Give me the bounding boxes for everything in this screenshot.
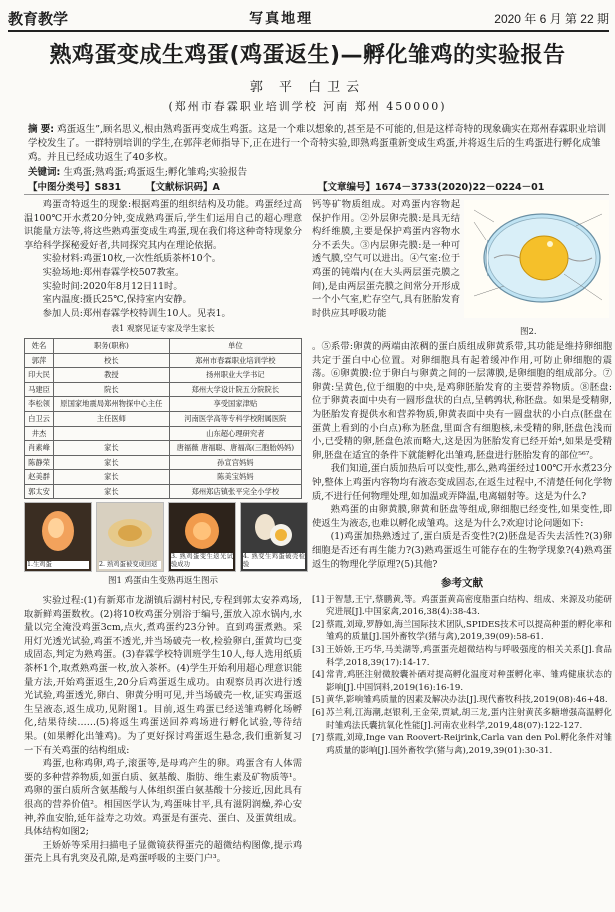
intro-paragraph: 鸡蛋奇特返生的现象:根据鸡蛋的组织结构及功能。鸡蛋经过高温100℃开水煮20分钟,变成熟鸡蛋后,学生们运用自己的超心理意识能量方法等,将这些熟鸡蛋变成生鸡蛋,现在我们将这种奇特现象分享给科学探秘爱好者,共同探究其内在理论依据。 bbox=[24, 199, 302, 251]
table-row bbox=[25, 470, 302, 485]
table-cell: 郭太安 bbox=[25, 484, 54, 499]
reference-item: [1] 于智慧,王宁,蔡鹏黄,等。鸡蛋蛋黄高密度脂蛋白结构、组成、来源及功能研究进展[J].中国家禽,2016,38(4):38-43. bbox=[312, 594, 612, 618]
egg-structure-diagram bbox=[464, 200, 609, 318]
photo-caption: 3. 熟鸡蛋变生返光试验成功 bbox=[171, 553, 233, 569]
participants-line: 参加人员:郑州春霖学校特训生10人。见表1。 bbox=[42, 307, 231, 319]
table-header-row bbox=[25, 338, 302, 353]
abstract-label: 摘 要: bbox=[28, 124, 55, 135]
reference-item: [6] 苏兰利,江海潮,赵银利,王金荣,贾斌,胡三龙,蛋内注射黄芪多糖增强高温孵化时雏鸡法氏囊抗氧化性能[J].河南农业科学,2019,48(07):122-127. bbox=[312, 708, 612, 731]
table-header: 姓名 bbox=[25, 338, 54, 353]
table-cell: 家长 bbox=[54, 484, 170, 499]
table-row bbox=[25, 353, 302, 368]
keywords-label: 关键词: bbox=[28, 167, 61, 178]
raw-egg-photo bbox=[24, 502, 92, 572]
table-row bbox=[25, 411, 302, 426]
reference-item: [3] 王娇娇,王巧华,马美湖等,鸡蛋蛋壳超微结构与呼吸强度的相关关系[J].食品科学,2018,39(17):14-17. bbox=[312, 645, 612, 668]
clc-code: 【中图分类号】S831 bbox=[28, 182, 122, 193]
table-header: 单位 bbox=[169, 338, 301, 353]
keywords bbox=[28, 164, 607, 178]
question-paragraph: 我们知道,蛋白质加热后可以变性,那么,熟鸡蛋经过100℃开水煮23分钟,整体上鸡蛋内容物均有液态变成固态,在返生过程中,不清楚任何化学物质,不进行任何物理处理,如加温或弄降温,电离辐射等。这是为什么? bbox=[312, 463, 612, 502]
affiliation: (郑州市春霖职业培训学校 河南 郑州 450000) bbox=[168, 100, 447, 113]
references-heading: 参考文献 bbox=[441, 577, 483, 590]
table-cell: 唐福薇 唐福聪、唐福高(三胞胎妈妈) bbox=[169, 441, 301, 456]
table-row bbox=[25, 368, 302, 383]
table-row bbox=[25, 382, 302, 397]
table-cell: 马建臣 bbox=[25, 382, 54, 397]
table-cell: 原国家地震局郑州物探中心主任 bbox=[54, 397, 170, 412]
right-top-text bbox=[312, 198, 460, 320]
right-column bbox=[312, 340, 612, 757]
returned-egg-photo bbox=[168, 502, 236, 572]
photo-caption: 1.生鸡蛋 bbox=[27, 561, 89, 569]
journal-name: 写真地理 bbox=[249, 11, 314, 27]
witness-table bbox=[24, 338, 302, 500]
table-cell: 享受国家津贴 bbox=[169, 397, 301, 412]
table-cell: 郑州郑店镇张平完全小学校 bbox=[169, 484, 301, 499]
reference-item: [2] 蔡霞,刘璋,罗静如,海兰国际技术团队,SPIDES技术可以提高种蛋的孵化率和雏鸡的质量[J].国外畜牧学(猪与禽),2019,39(09):58-61. bbox=[312, 619, 612, 643]
table-cell: 山东超心理研究者 bbox=[169, 426, 301, 441]
table-cell: 家长 bbox=[54, 470, 170, 485]
left-column bbox=[24, 198, 305, 866]
article-title: 熟鸡蛋变成生鸡蛋(鸡蛋返生)—孵化雏鸡的实验报告 bbox=[49, 43, 566, 68]
temperature-line: 室内温度:摄氏25℃,保持室内安静。 bbox=[42, 294, 192, 306]
table-caption: 表1 观察见证专家及学生家长 bbox=[111, 324, 215, 334]
figure2-caption: 图2. bbox=[520, 327, 537, 337]
reference-item: [4] 常青,鸡胚注射微胶囊补硒对提高孵化温度对种蛋孵化率、雏鸡健康状态的影响[J].中国饲料,2019(16):16-19. bbox=[312, 670, 612, 693]
abstract bbox=[28, 123, 607, 165]
eggshell-paragraph: 王娇娇等采用扫描电子显微镜获得蛋壳的超微结构图像,提示鸡蛋壳上具有乳突及孔隙,是鸡蛋呼吸的主要门户³。 bbox=[24, 839, 302, 865]
abstract-text: 鸡蛋返生”,顾名思义,根由熟鸡蛋再变成生鸡蛋。这是一个难以想象的,甚至是不可能的,但是这样奇特的现象确实在郑州春霖职业培训学校发生了。一群特别培训的学生,在郭萍老师指导下,正在进行一个奇特实验,即熟鸡蛋重新变成生鸡蛋,并将返生后的生鸡蛋进行孵化成雏鸡。并且已经成功返生了40多枚。 bbox=[28, 124, 607, 163]
table-row bbox=[25, 441, 302, 456]
table-cell bbox=[54, 426, 170, 441]
egg-photo-strip bbox=[24, 502, 305, 572]
table-cell: 家长 bbox=[54, 455, 170, 470]
table-cell: 赵美群 bbox=[25, 470, 54, 485]
site-line: 实验场地:郑州春霖学校507教室。 bbox=[42, 266, 185, 278]
table-cell: 扬州职业大学书记 bbox=[169, 368, 301, 383]
table-header: 职务(职称) bbox=[54, 338, 170, 353]
issue-info: 2020 年 6 月 第 22 期 bbox=[494, 11, 609, 26]
table-cell: 河南医学高等专科学校附属医院 bbox=[169, 411, 301, 426]
reference-item: [7] 蔡霞,刘璋,Inge van Roovert-Reijrink,Carla van den Pol.孵化条件对雏鸡质量的影响[J].国外畜牧学(猪与禽),2019,39(01):30-31. bbox=[312, 733, 613, 756]
table-row bbox=[25, 455, 302, 470]
doc-code: 【文献标识码】A bbox=[146, 182, 220, 193]
divider bbox=[24, 194, 609, 195]
authors: 郭 平 白卫云 bbox=[249, 80, 366, 95]
process-paragraph: 实验过程:(1)有新郑市龙湖镇后湖村村民,专程到郭太安养鸡场,取新鲜鸡蛋数枚。(2)将10枚鸡蛋分别浴于编号,蛋放入凉水锅内,水量以完全淹没鸡蛋3cm,点火,煮鸡蛋约23分钟。直到鸡蛋煮熟。采用灯光透光试验,鸡蛋不透光,并当场破壳一枚,检验卵白,蛋黄均已变成固态,判定为熟鸡蛋。(3)春霖学校特训班学生10人,每人选用纸质茶杯1个,取煮熟鸡蛋一枚,放入茶杯。(4)学生开始利用超心理意识能量方法,开始鸡蛋返生,20分后鸡蛋返生成功。由观察员再次进行透光试验,鸡蛋透光,卵白、卵黄分明可见,并当场破壳一枚,证实鸡蛋返生呈液态,返生成功,见附图1。目前,返生鸡蛋已经送雏鸡孵化场孵化,结果待续……(5)将返生鸡蛋送回养鸡场进行孵化试验,等待结果。(如果孵化出雏鸡)。为了更好探讨鸡蛋返生悬念,我们重新复习一下有关鸡蛋的结构组成: bbox=[24, 595, 302, 756]
table-cell: 校长 bbox=[54, 353, 170, 368]
photo-caption: 4. 熟变生鸡蛋破壳检验 bbox=[243, 553, 305, 569]
egg-composition-paragraph: 鸡蛋,也称鸡卵,鸡子,滚蛋等,是母鸡产生的卵。鸡蛋含有人体需要的多种营养物质,如蛋白质、氨基酸、脂肪、维生素及矿物质等¹。鸡卵的蛋白质所含氨基酸与人体组织蛋白氨基酸十分接近,因此具有很高的营养价值²。相国医学认为,鸡蛋味甘平,具有滋阴润燥,养心安神,养血安胎,延年益寿之功效。鸡蛋是有蛋壳、蛋白、及蛋黄组成。具体结构如图2; bbox=[24, 758, 302, 838]
table-row bbox=[25, 397, 302, 412]
keywords-text: 生鸡蛋;熟鸡蛋;鸡蛋返生;孵化雏鸡;实验报告 bbox=[63, 167, 248, 178]
discussion-paragraph: 熟鸡蛋的由卵黄膜,卵黄和胚盘等组成,卵细胞已经变性,如果变性,即使返生为液态,也难以孵化成雏鸡。这是为什么?欢迎讨论问题如下: bbox=[312, 504, 612, 529]
table-row bbox=[25, 484, 302, 499]
table-cell: 郑州大学设计院五分院院长 bbox=[169, 382, 301, 397]
article-number: 【文章编号】1674－3733(2020)22－0224－01 bbox=[318, 182, 545, 193]
table-cell: 李松领 bbox=[25, 397, 54, 412]
table-cell: 印大民 bbox=[25, 368, 54, 383]
figure1-caption: 图1 鸡蛋由生变熟再返生图示 bbox=[107, 576, 219, 587]
table-cell: 郑州市春霖职业培训学校 bbox=[169, 353, 301, 368]
classification-codes bbox=[28, 179, 607, 193]
table-cell: 井杰 bbox=[25, 426, 54, 441]
table-cell: 陈美宝妈妈 bbox=[169, 470, 301, 485]
table-cell: 主任医师 bbox=[54, 411, 170, 426]
egg-parts-paragraph: 。⑤系带:卵黄的两端由浓稠的蛋白质组成卵黄系带,其功能是维持卵细胞共定于蛋白中心位置。对卵细胞具有起着缓冲作用,可防止卵细胞的震荡。⑥卵黄膜:位于卵白与卵黄之间的一层薄膜,是卵细胞的组成部分。⑦卵黄:呈黄色,位于细胞的中央,是鸡卵胚胎发育的主要营养物质。⑧胚盘:位于卵黄表面中央有一圆形盘状的白点,呈鹌鹑状,称胚盘。如果是受精卵,为胚胎发育提供水和营养物质,卵黄表面中央有一圆盘状的小白点(胚盘在蛋黄上看到的小白点)称为胚盘,里面含有细胞核,未受精的卵,胚盘色浅而小,已受精的卵,胚盘色浓而略大,这是因为胚胎发育已经开始⁴,如果是受精卵,胚盘在适宜的条件下就能孵化出雏鸡,胚盘进行胚胎发育的部位⁵⁶⁷。 bbox=[312, 341, 612, 461]
section-label: 教育教学 bbox=[8, 9, 69, 28]
time-line: 实验时间:2020年8月12日11时。 bbox=[42, 280, 183, 292]
running-header bbox=[8, 6, 609, 32]
table-cell: 陈静荣 bbox=[25, 455, 54, 470]
table-cell: 家长 bbox=[54, 441, 170, 456]
shell-structure-paragraph: 钙等矿物质组成。对鸡蛋内容物起保护作用。②外层卵壳膜:是具无结构纤维膜,主要是保护鸡蛋内容物水分不丢失。③内层卵壳膜:是一种可透气膜,空气可以进出。④气室:位于鸡蛋的钝端内(在大头两层蛋壳膜之间),是由两层蛋壳膜之间常分开形成一个小气室,贮存空气,具有胚胎发育时供应其呼吸功能 bbox=[312, 199, 460, 319]
table-cell: 孙宣宫妈妈 bbox=[169, 455, 301, 470]
table-cell: 白卫云 bbox=[25, 411, 54, 426]
table-row bbox=[25, 426, 302, 441]
table-cell: 教授 bbox=[54, 368, 170, 383]
materials-line: 实验材料:鸡蛋10枚,一次性纸质茶杯10个。 bbox=[42, 253, 222, 265]
table-cell: 肖素峰 bbox=[25, 441, 54, 456]
questions-list: (1)鸡蛋加热熟透过了,蛋白质是否变性?(2)胚盘是否失去活性?(3)卵细胞是否还有再生能力?(3)熟鸡蛋返生可能存在的生物学现象?(4)熟鸡蛋返生的物理化学原理?(5)其他? bbox=[312, 531, 612, 570]
boiled-egg-photo bbox=[96, 502, 164, 572]
table-cell: 郭萍 bbox=[25, 353, 54, 368]
cracked-egg-photo bbox=[240, 502, 308, 572]
photo-caption: 2. 熟鸡蛋被变成回返 bbox=[99, 561, 161, 569]
table-cell: 院长 bbox=[54, 382, 170, 397]
reference-item: [5] 黄华,影响雏鸡质量的因素及解决办法[J].现代畜牧科技,2019(08):46+48. bbox=[312, 695, 608, 706]
